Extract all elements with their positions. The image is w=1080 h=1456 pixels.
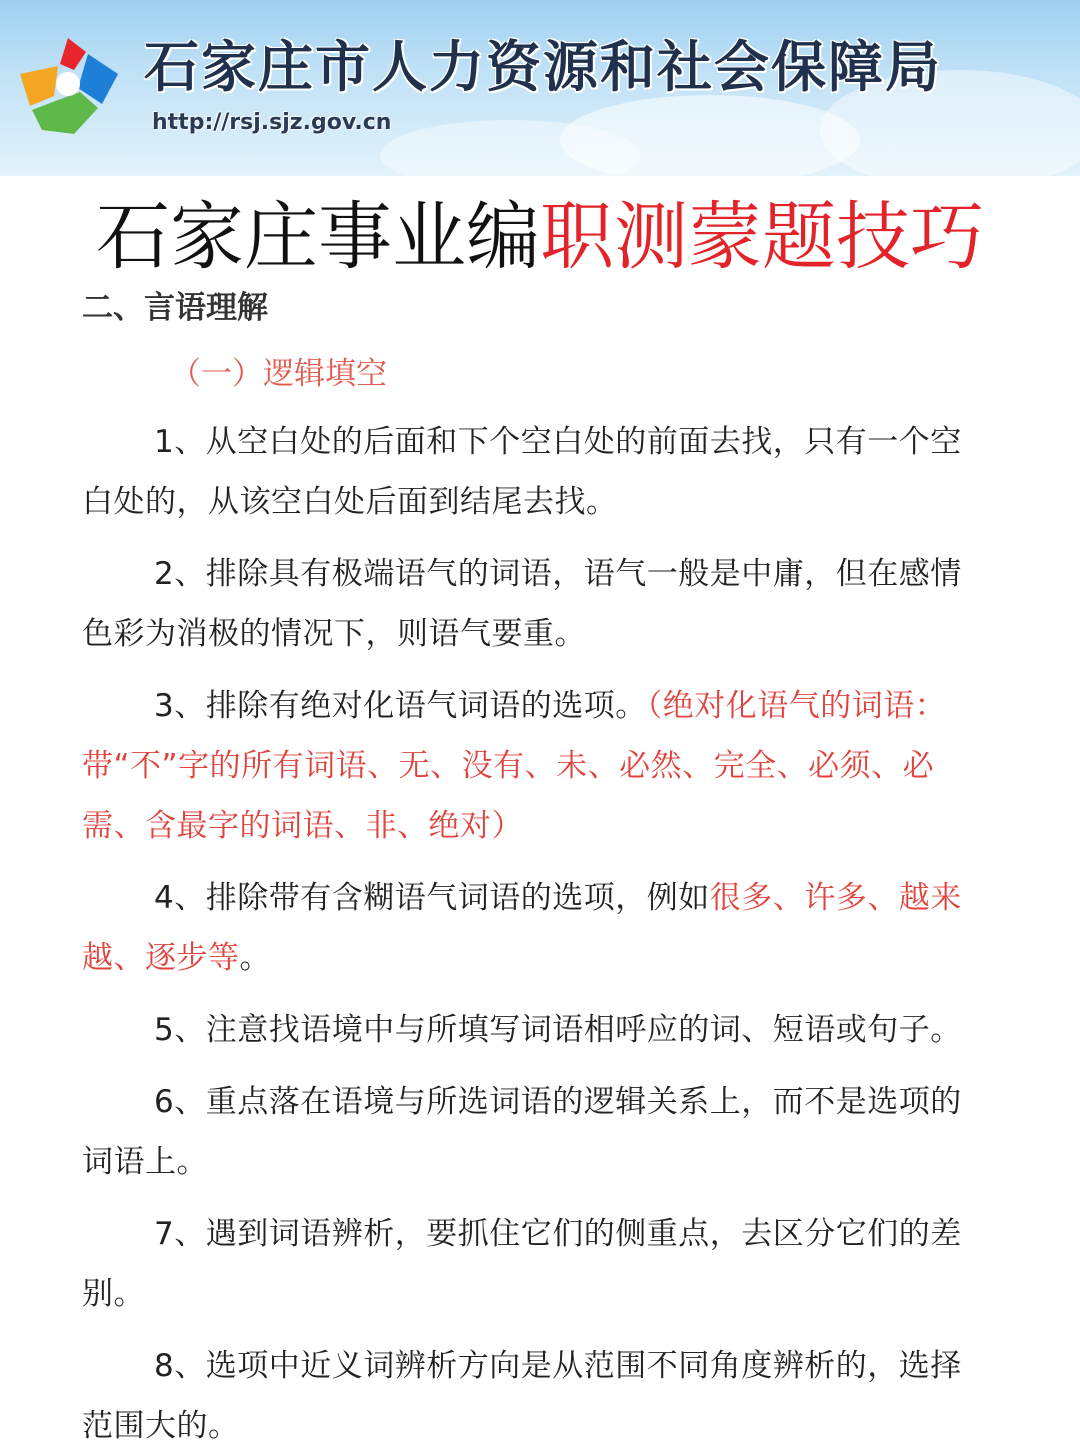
header-banner xyxy=(0,0,1080,176)
tip-text: 5、注意找语境中与所填写词语相呼应的词、短语或句子。 xyxy=(154,1012,962,1048)
tip-item-7 xyxy=(82,1204,982,1324)
tip-text: 1、从空白处的后面和下个空白处的前面去找，只有一个空白处的，从该空白处后面到结尾去找。 xyxy=(82,424,962,520)
tip-highlight: 很多、许多、越来越、逐步等 xyxy=(82,880,962,976)
subsection-heading: （一）逻辑填空 xyxy=(170,356,387,392)
tip-item-1 xyxy=(82,412,982,532)
tip-item-3 xyxy=(82,676,982,856)
title-part-red: 职测蒙题技巧 xyxy=(540,194,984,280)
tip-item-2 xyxy=(82,544,982,664)
tip-text-tail: 。 xyxy=(239,940,271,976)
organization-name: 石家庄市人力资源和社会保障局 xyxy=(144,34,943,99)
tip-item-6 xyxy=(82,1072,982,1192)
website-url[interactable]: http://rsj.sjz.gov.cn xyxy=(152,110,392,135)
tip-highlight: （绝对化语气的词语：带“不”字的所有词语、无、没有、未、必然、完全、必须、必需、含最字的词语、非、绝对） xyxy=(82,688,947,844)
article-body xyxy=(82,282,982,1456)
tip-item-5 xyxy=(82,1000,982,1060)
tip-item-8 xyxy=(82,1336,982,1456)
tip-text: 3、排除有绝对化语气词语的选项。 xyxy=(154,688,647,724)
section-heading: 二、言语理解 xyxy=(82,290,268,326)
tip-text: 8、选项中近义词辨析方向是从范围不同角度辨析的，选择范围大的。 xyxy=(82,1348,962,1444)
tip-text: 4、排除带有含糊语气词语的选项，例如 xyxy=(154,880,710,916)
title-part-black: 石家庄事业编 xyxy=(96,194,540,280)
bureau-logo-icon xyxy=(14,34,122,142)
tip-text: 2、排除具有极端语气的词语，语气一般是中庸，但在感情色彩为消极的情况下，则语气要重。 xyxy=(82,556,962,652)
tip-item-4 xyxy=(82,868,982,988)
page-title xyxy=(0,192,1080,282)
tip-text: 7、遇到词语辨析，要抓住它们的侧重点，去区分它们的差别。 xyxy=(82,1216,962,1312)
tip-text: 6、重点落在语境与所选词语的逻辑关系上，而不是选项的词语上。 xyxy=(82,1084,962,1180)
